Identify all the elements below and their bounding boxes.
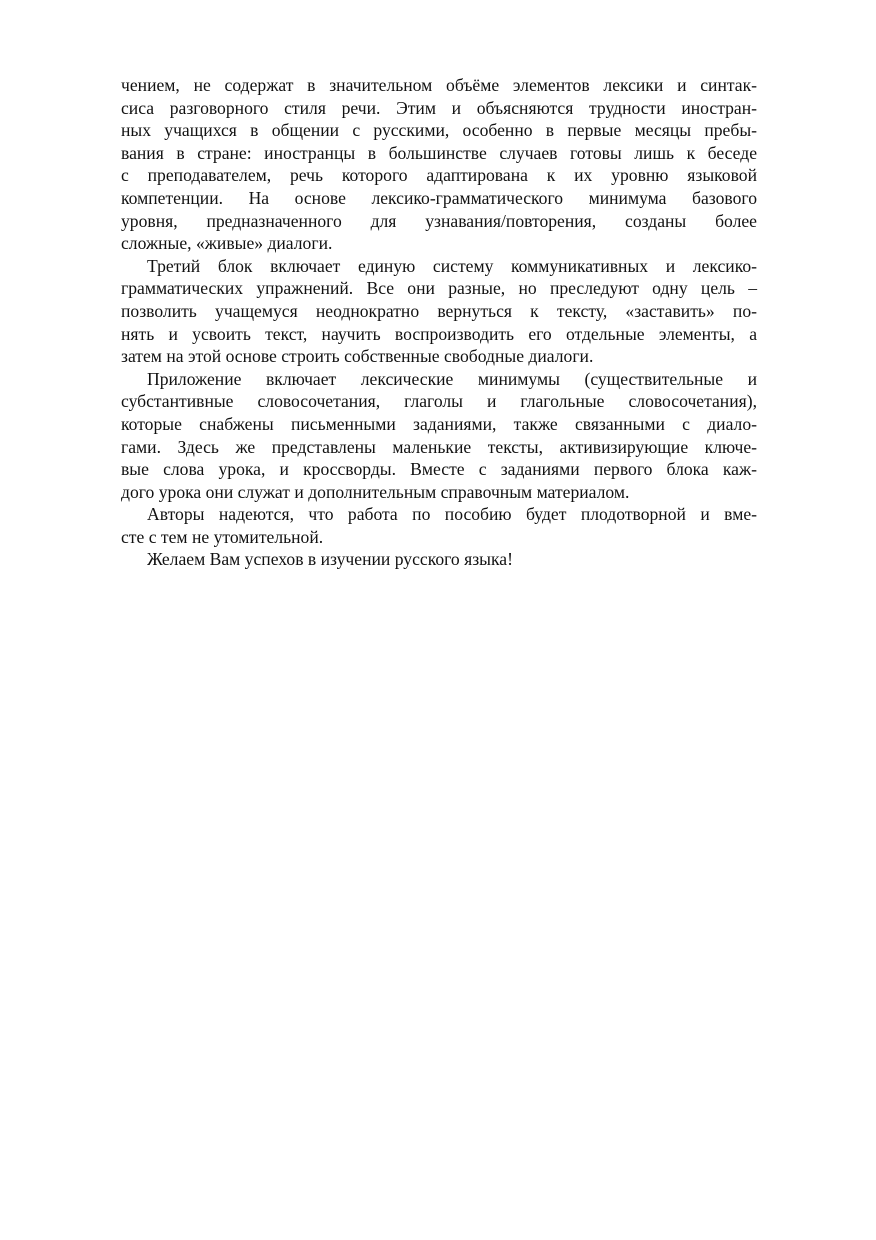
text-line: которые снабжены письменными заданиями, также связанными с диало-: [121, 413, 757, 434]
paragraph-third-block: [121, 255, 757, 368]
text-line: сте с тем не утомительной.: [121, 526, 324, 547]
text-line: Желаем Вам успехов в изучении русского языка!: [147, 549, 513, 570]
text-line: Приложение включает лексические минимумы (существительные и: [147, 368, 757, 389]
text-line: грамматических упражнений. Все они разные, но преследуют одну цель –: [121, 278, 757, 299]
text-line: позволить учащемуся неоднократно вернуться к тексту, «заставить» по-: [121, 300, 757, 321]
text-line: Авторы надеются, что работа по пособию будет плодотворной и вме-: [147, 504, 757, 525]
text-line: субстантивные словосочетания, глаголы и глагольные словосочетания),: [121, 391, 757, 412]
paragraph-authors-hope: [121, 503, 757, 548]
text-line: ных учащихся в общении с русскими, особенно в первые месяцы пребы-: [121, 120, 757, 141]
text-line: Третий блок включает единую систему коммуникативных и лексико-: [147, 255, 757, 276]
body-text: [121, 74, 757, 571]
text-line: дого урока они служат и дополнительным справочным материалом.: [121, 481, 630, 502]
text-line: чением, не содержат в значительном объёме элементов лексики и синтак-: [121, 75, 757, 95]
text-line: компетенции. На основе лексико-грамматического минимума базового: [121, 187, 757, 208]
paragraph-wishes: [121, 548, 757, 571]
text-line: с преподавателем, речь которого адаптирована к их уровню языковой: [121, 165, 757, 186]
text-line: сиса разговорного стиля речи. Этим и объясняются трудности иностран-: [121, 97, 757, 118]
text-line: затем на этой основе строить собственные свободные диалоги.: [121, 346, 594, 367]
paragraph-appendix: [121, 368, 757, 504]
text-line: вые слова урока, и кроссворды. Вместе с заданиями первого блока каж-: [121, 459, 757, 480]
text-line: уровня, предназначенного для узнавания/повторения, созданы более: [121, 210, 757, 231]
text-line: нять и усвоить текст, научить воспроизводить его отдельные элементы, а: [121, 323, 757, 344]
text-line: вания в стране: иностранцы в большинстве случаев готовы лишь к беседе: [121, 142, 757, 163]
text-line: сложные, «живые» диалоги.: [121, 233, 333, 254]
paragraph-dialogues-intro: [121, 74, 757, 255]
text-line: гами. Здесь же представлены маленькие тексты, активизирующие ключе-: [121, 436, 757, 457]
